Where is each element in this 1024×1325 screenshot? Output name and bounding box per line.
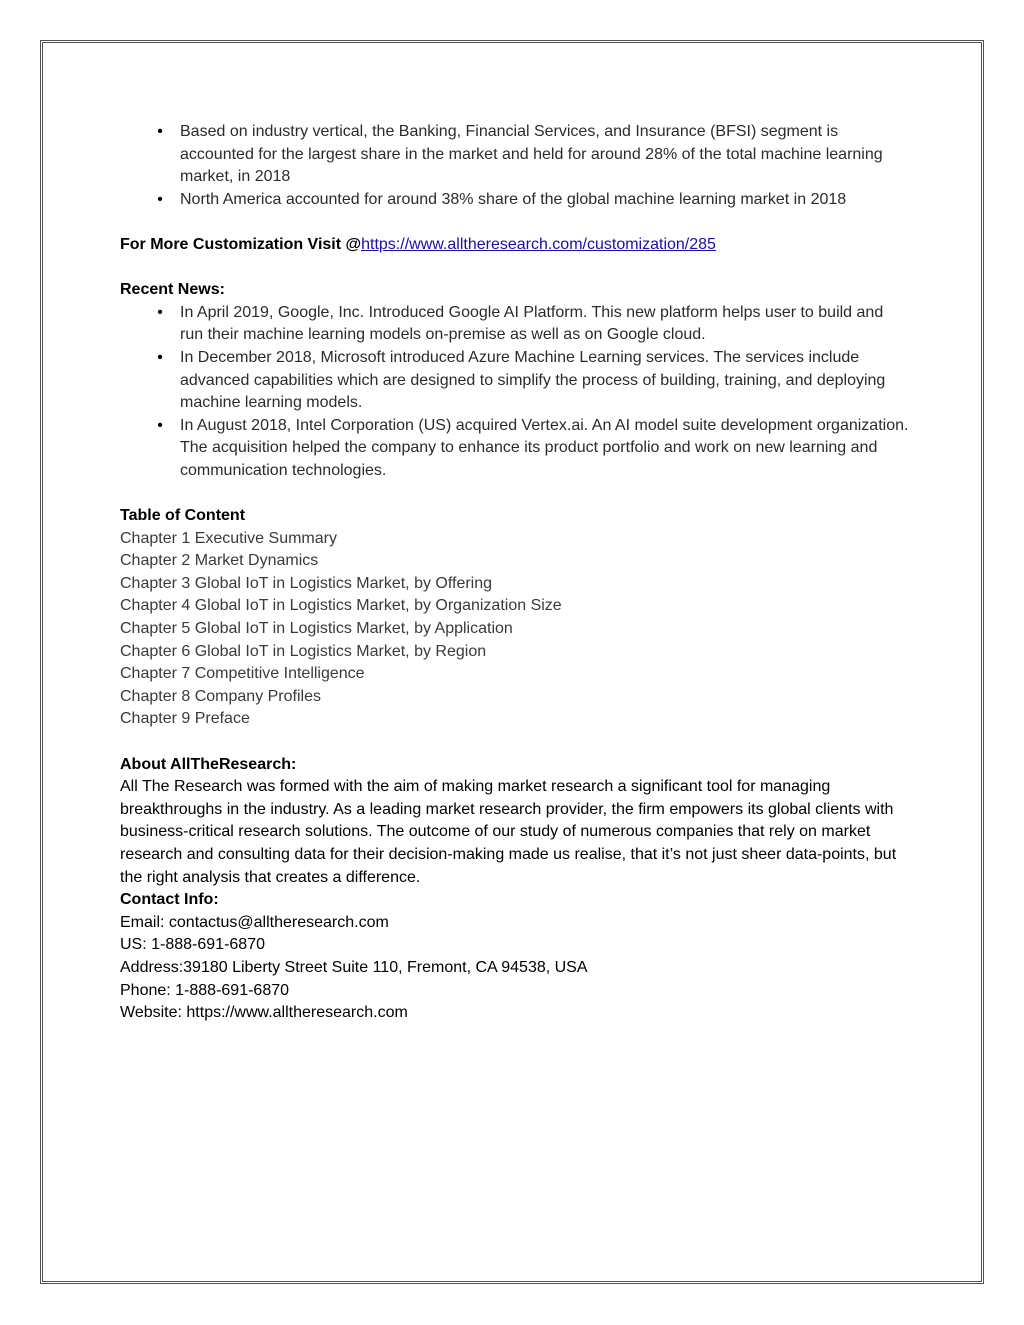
contact-email: Email: contactus@alltheresearch.com: [120, 913, 389, 931]
contact-phone: Phone: 1-888-691-6870: [120, 981, 290, 999]
contact-address: Address:39180 Liberty Street Suite 110, Fremont, CA 94538, USA: [120, 958, 588, 976]
about-heading: About AllTheResearch:: [120, 755, 297, 773]
list-item-text: North America accounted for around 38% share of the global machine learning market in 2018: [180, 190, 847, 208]
toc-list: [120, 528, 910, 731]
toc-item: Chapter 1 Executive Summary: [120, 529, 337, 547]
toc-heading: Table of Content: [120, 507, 246, 525]
list-item-text: In April 2019, Google, Inc. Introduced Google AI Platform. This new platform helps user to build and run their machine learning models on-premise as well as on Google cloud.: [180, 303, 884, 344]
list-item: [120, 302, 910, 347]
bullet-icon: •: [157, 123, 163, 140]
about-paragraph: All The Research was formed with the aim of making market research a significant tool for managing breakthroughs in the industry. As a leading market research provider, the firm empowers its global clients with business-critical research solutions. The outcome of our study of numerous companies that rely on market research and consulting data for their decision-making made us realise, that it’s not just sheer data-points, but the right analysis that creates a difference.: [120, 778, 897, 886]
contact-heading: Contact Info:: [120, 891, 219, 909]
toc-item: Chapter 3 Global IoT in Logistics Market, by Offering: [120, 574, 493, 592]
recent-news-list: [120, 302, 910, 483]
recent-news-heading: Recent News:: [120, 281, 225, 299]
toc-item: Chapter 7 Competitive Intelligence: [120, 665, 365, 683]
toc-item: Chapter 5 Global IoT in Logistics Market, by Application: [120, 620, 513, 638]
list-item-text: In August 2018, Intel Corporation (US) acquired Vertex.ai. An AI model suite development organization. The acquisition helped the company to enhance its product portfolio and work on new learning and communication technologies.: [180, 416, 909, 479]
contact-us-phone: US: 1-888-691-6870: [120, 936, 265, 954]
key-findings-list: [120, 121, 910, 211]
customization-line: [120, 234, 910, 257]
toc-item: Chapter 8 Company Profiles: [120, 687, 321, 705]
list-item: [120, 415, 910, 483]
bullet-icon: •: [157, 190, 163, 208]
spacer: [120, 211, 910, 234]
spacer: [120, 257, 910, 280]
toc-item: Chapter 4 Global IoT in Logistics Market, by Organization Size: [120, 597, 562, 615]
bullet-icon: •: [157, 348, 163, 366]
spacer: [120, 483, 910, 506]
customization-link[interactable]: https://www.alltheresearch.com/customization/285: [361, 235, 716, 253]
spacer: [120, 731, 910, 754]
customization-label: For More Customization Visit @: [120, 235, 362, 253]
list-item: [120, 121, 910, 189]
list-item: [120, 189, 910, 212]
contact-website: Website: https://www.alltheresearch.com: [120, 1004, 408, 1022]
document-content: [120, 121, 910, 1025]
list-item-text: Based on industry vertical, the Banking, Financial Services, and Insurance (BFSI) segment is accounted for the largest share in the market and held for around 28% of the total machine learning market, in 2018: [180, 123, 883, 186]
bullet-icon: •: [157, 303, 163, 321]
bullet-icon: •: [157, 416, 163, 434]
toc-item: Chapter 2 Market Dynamics: [120, 552, 319, 570]
toc-item: Chapter 6 Global IoT in Logistics Market, by Region: [120, 642, 487, 660]
toc-item: Chapter 9 Preface: [120, 710, 250, 728]
list-item: [120, 347, 910, 415]
list-item-text: In December 2018, Microsoft introduced Azure Machine Learning services. The services include advanced capabilities which are designed to simplify the process of building, training, and deploying machine learning models.: [180, 348, 886, 412]
